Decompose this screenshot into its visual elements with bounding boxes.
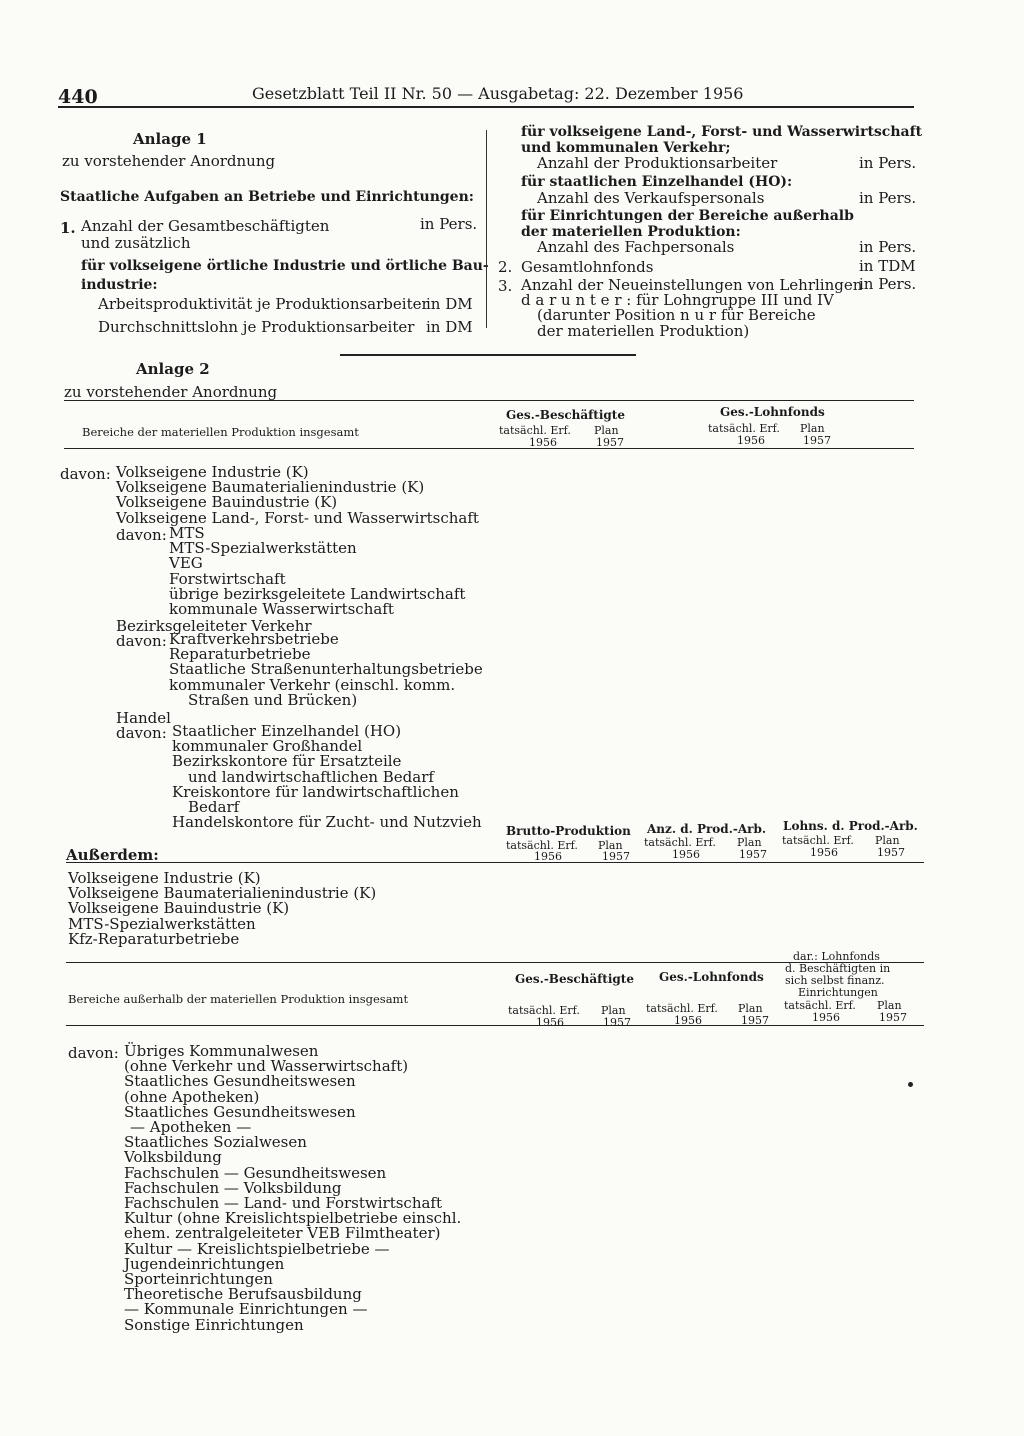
table3-col2: Ges.-Lohnfonds xyxy=(659,970,764,984)
item1-unit: in Pers. xyxy=(420,215,478,233)
table1-bottom-rule xyxy=(64,448,914,449)
table1-col2-plan: Plan xyxy=(800,422,825,435)
list-item: Staatliches Sozialwesen xyxy=(124,1133,307,1152)
list-item: übrige bezirksgeleitete Landwirtschaft xyxy=(169,584,466,603)
list-item: — Kommunale Einrichtungen — xyxy=(124,1300,368,1319)
table1-col2: Ges.-Lohnfonds xyxy=(720,405,825,419)
table2-col2: Anz. d. Prod.-Arb. xyxy=(647,822,767,836)
aus-heading-cont: der materiellen Produktion: xyxy=(521,224,741,240)
list-item: VEG xyxy=(169,554,203,573)
item2-number: 2. xyxy=(498,258,513,276)
page-number: 440 xyxy=(58,86,98,108)
anlage2-title: Anlage 2 xyxy=(136,360,210,378)
table2-col1-tats: tatsächl. Erf. xyxy=(506,839,578,852)
list-item: Bedarf xyxy=(188,798,240,817)
verkehr-sub-list xyxy=(169,632,483,708)
list-item: MTS xyxy=(169,524,205,542)
item3-line4: der materiellen Produktion) xyxy=(537,322,750,340)
durchschnittslohn-unit: in DM xyxy=(426,318,473,336)
list-item: Kultur — Kreislichtspielbetriebe — xyxy=(124,1239,390,1258)
list-item: Reparaturbetriebe xyxy=(169,645,311,664)
table1-row-label: Bereiche der materiellen Produktion insgesamt xyxy=(82,425,359,439)
table3-col3-line1: dar.: Lohnfonds xyxy=(793,950,880,963)
aus-unit: in Pers. xyxy=(859,238,917,256)
table2-col2-year2: 1957 xyxy=(739,848,767,861)
table1-top-rule xyxy=(64,400,914,401)
anlage2-subtitle: zu vorstehender Anordnung xyxy=(64,383,278,401)
item2-unit: in TDM xyxy=(859,257,916,275)
table1-col1-year1: 1956 xyxy=(529,436,557,449)
table2-col3-year1: 1956 xyxy=(810,846,838,859)
table3-col3-year2: 1957 xyxy=(879,1011,907,1024)
table3-bottom-rule xyxy=(66,1025,924,1026)
table3-col3-line2: d. Beschäftigten in xyxy=(785,962,891,975)
table1-col1-year2: 1957 xyxy=(596,436,624,449)
table2-col3-plan: Plan xyxy=(875,834,900,847)
land-item: Anzahl der Produktionsarbeiter xyxy=(537,154,778,172)
item3-unit: in Pers. xyxy=(859,275,917,293)
industries-list xyxy=(116,465,479,526)
item1-text: Anzahl der Gesamtbeschäftigten xyxy=(81,217,330,235)
table3-col3-year1: 1956 xyxy=(812,1011,840,1024)
item1-continuation: und zusätzlich xyxy=(81,234,191,252)
list-item: Volkseigene Baumaterialienindustrie (K) xyxy=(116,478,425,497)
list-item: ehem. zentralgeleiteter VEB Filmtheater) xyxy=(124,1224,441,1243)
handel-davon-label: davon: xyxy=(116,724,167,742)
table3-col3-line3: sich selbst finanz. xyxy=(785,974,885,987)
list-item: (ohne Apotheken) xyxy=(124,1087,260,1106)
table3-col2-year1: 1956 xyxy=(674,1014,702,1027)
column-divider xyxy=(486,130,487,328)
ho-heading: für staatlichen Einzelhandel (HO): xyxy=(521,174,793,190)
table3-col1-plan: Plan xyxy=(601,1004,626,1017)
list-item: und landwirtschaftlichen Bedarf xyxy=(188,767,434,786)
table2-col1-year2: 1957 xyxy=(602,850,630,863)
list-item: Fachschulen — Gesundheitswesen xyxy=(124,1163,387,1182)
verkehr-label: Bezirksgeleiteter Verkehr xyxy=(116,617,312,635)
table2-bottom-rule xyxy=(66,862,924,863)
ortliche-heading-cont: industrie: xyxy=(81,277,158,293)
table1-col1-plan: Plan xyxy=(594,424,619,437)
list-item: kommunaler Verkehr (einschl. komm. xyxy=(169,675,456,694)
list-item: Volkseigene Baumaterialienindustrie (K) xyxy=(68,884,377,903)
aus-list xyxy=(124,1044,461,1333)
table3-col2-year2: 1957 xyxy=(741,1014,769,1027)
table1-col2-tats: tatsächl. Erf. xyxy=(708,422,780,435)
table3-col3-line4: Einrichtungen xyxy=(798,986,878,999)
list-item: Volksbildung xyxy=(124,1148,222,1167)
table2-col2-tats: tatsächl. Erf. xyxy=(644,836,716,849)
ho-unit: in Pers. xyxy=(859,189,917,207)
arbeitsproduktivitaet: Arbeitsproduktivität je Produktionsarbeiter xyxy=(98,295,429,313)
header-rule xyxy=(58,106,914,108)
table3-col3-plan: Plan xyxy=(877,999,902,1012)
item2-text: Gesamtlohnfonds xyxy=(521,258,654,276)
list-item: Volkseigene Bauindustrie (K) xyxy=(68,899,290,918)
list-item: Kreiskontore für landwirtschaftlichen xyxy=(172,782,459,801)
verkehr-davon-label: davon: xyxy=(116,632,167,650)
ho-item: Anzahl des Verkaufspersonals xyxy=(537,189,765,207)
list-item: Sporteinrichtungen xyxy=(124,1270,273,1289)
anlage1-subtitle: zu vorstehender Anordnung xyxy=(62,152,276,170)
list-item: Jugendeinrichtungen xyxy=(124,1254,285,1273)
list-item: Kraftverkehrsbetriebe xyxy=(169,630,339,648)
table2-col3-tats: tatsächl. Erf. xyxy=(782,834,854,847)
land-heading: für volkseigene Land-, Forst- und Wasserwirtschaft xyxy=(521,124,923,140)
table3-col3-tats: tatsächl. Erf. xyxy=(784,999,856,1012)
table2-col2-year1: 1956 xyxy=(672,848,700,861)
list-item: kommunale Wasserwirtschaft xyxy=(169,600,394,619)
item3-text: Anzahl der Neueinstellungen von Lehrlingen xyxy=(521,276,863,294)
land-davon-label: davon: xyxy=(116,526,167,544)
ausserdem-heading: Außerdem: xyxy=(66,846,159,864)
list-item: Volkseigene Land-, Forst- und Wasserwirtschaft xyxy=(116,508,479,527)
land-unit: in Pers. xyxy=(859,154,917,172)
table1-col1-tats: tatsächl. Erf. xyxy=(499,424,571,437)
table3-row-label: Bereiche außerhalb der materiellen Produktion insgesamt xyxy=(68,992,409,1006)
table2-col1-year1: 1956 xyxy=(534,850,562,863)
list-item: (ohne Verkehr und Wasserwirtschaft) xyxy=(124,1057,409,1076)
ausserdem-list xyxy=(68,871,376,947)
table3-col2-tats: tatsächl. Erf. xyxy=(646,1002,718,1015)
handel-label: Handel xyxy=(116,709,171,727)
list-item: Theoretische Berufsausbildung xyxy=(124,1285,362,1304)
table1-col1: Ges.-Beschäftigte xyxy=(506,408,625,422)
list-item: Staatlicher Einzelhandel (HO) xyxy=(172,722,402,740)
list-item: Volkseigene Industrie (K) xyxy=(116,463,309,481)
table1-col2-year2: 1957 xyxy=(803,434,831,447)
table2-col2-plan: Plan xyxy=(737,836,762,849)
table2-col3-year2: 1957 xyxy=(877,846,905,859)
list-item: Übriges Kommunalwesen xyxy=(124,1042,319,1060)
arbeitsproduktivitaet-unit: in DM xyxy=(426,295,473,313)
item1-number: 1. xyxy=(60,219,76,237)
list-item: Volkseigene Industrie (K) xyxy=(68,869,261,887)
list-item: Fachschulen — Land- und Forstwirtschaft xyxy=(124,1194,443,1213)
list-item: Sonstige Einrichtungen xyxy=(124,1315,304,1334)
section-separator xyxy=(340,354,636,356)
land-sub-list xyxy=(169,526,465,617)
running-title: Gesetzblatt Teil II Nr. 50 — Ausgabetag: 22. Dezember 1956 xyxy=(252,84,744,103)
print-speck xyxy=(908,1082,913,1087)
table1-col2-year1: 1956 xyxy=(737,434,765,447)
table3-col1-year2: 1957 xyxy=(603,1016,631,1029)
list-item: Straßen und Brücken) xyxy=(188,690,358,709)
list-item: Kultur (ohne Kreislichtspielbetriebe einschl. xyxy=(124,1209,462,1228)
ortliche-heading: für volkseigene örtliche Industrie und örtliche Bau- xyxy=(81,258,489,274)
table3-col1-year1: 1956 xyxy=(536,1016,564,1029)
list-item: MTS-Spezialwerkstätten xyxy=(169,539,357,558)
list-item: Staatliches Gesundheitswesen xyxy=(124,1072,356,1091)
list-item: Volkseigene Bauindustrie (K) xyxy=(116,493,338,512)
table3-col2-plan: Plan xyxy=(738,1002,763,1015)
handel-sub-list xyxy=(172,724,482,830)
item3-line2: d a r u n t e r : für Lohngruppe III und IV xyxy=(521,291,834,309)
list-item: kommunaler Großhandel xyxy=(172,737,363,756)
table2-col1: Brutto-Produktion xyxy=(506,824,631,838)
table2-col3: Lohns. d. Prod.-Arb. xyxy=(783,819,918,833)
davon-label: davon: xyxy=(60,465,111,483)
list-item: Forstwirtschaft xyxy=(169,569,286,588)
aus-davon-label: davon: xyxy=(68,1044,119,1062)
table3-col1-tats: tatsächl. Erf. xyxy=(508,1004,580,1017)
list-item: MTS-Spezialwerkstätten xyxy=(68,914,256,933)
durchschnittslohn: Durchschnittslohn je Produktionsarbeiter xyxy=(98,318,415,336)
list-item: Staatliches Gesundheitswesen xyxy=(124,1102,356,1121)
list-item: Staatliche Straßenunterhaltungsbetriebe xyxy=(169,660,483,679)
list-item: Handelskontore für Zucht- und Nutzvieh xyxy=(172,813,482,832)
list-item: Fachschulen — Volksbildung xyxy=(124,1178,342,1197)
list-item: — Apotheken — xyxy=(130,1118,252,1137)
list-item: Kfz-Reparaturbetriebe xyxy=(68,929,240,948)
table3-col1: Ges.-Beschäftigte xyxy=(515,972,634,986)
aus-item: Anzahl des Fachpersonals xyxy=(537,238,735,256)
aus-heading: für Einrichtungen der Bereiche außerhalb xyxy=(521,208,854,224)
list-item: Bezirkskontore für Ersatzteile xyxy=(172,752,402,771)
anlage1-title: Anlage 1 xyxy=(133,130,207,148)
item3-number: 3. xyxy=(498,277,513,295)
anlage1-heading: Staatliche Aufgaben an Betriebe und Einrichtungen: xyxy=(60,189,474,205)
land-heading-cont: und kommunalen Verkehr; xyxy=(521,140,731,156)
item3-line3: (darunter Position n u r für Bereiche xyxy=(537,306,816,324)
table2-col1-plan: Plan xyxy=(598,839,623,852)
